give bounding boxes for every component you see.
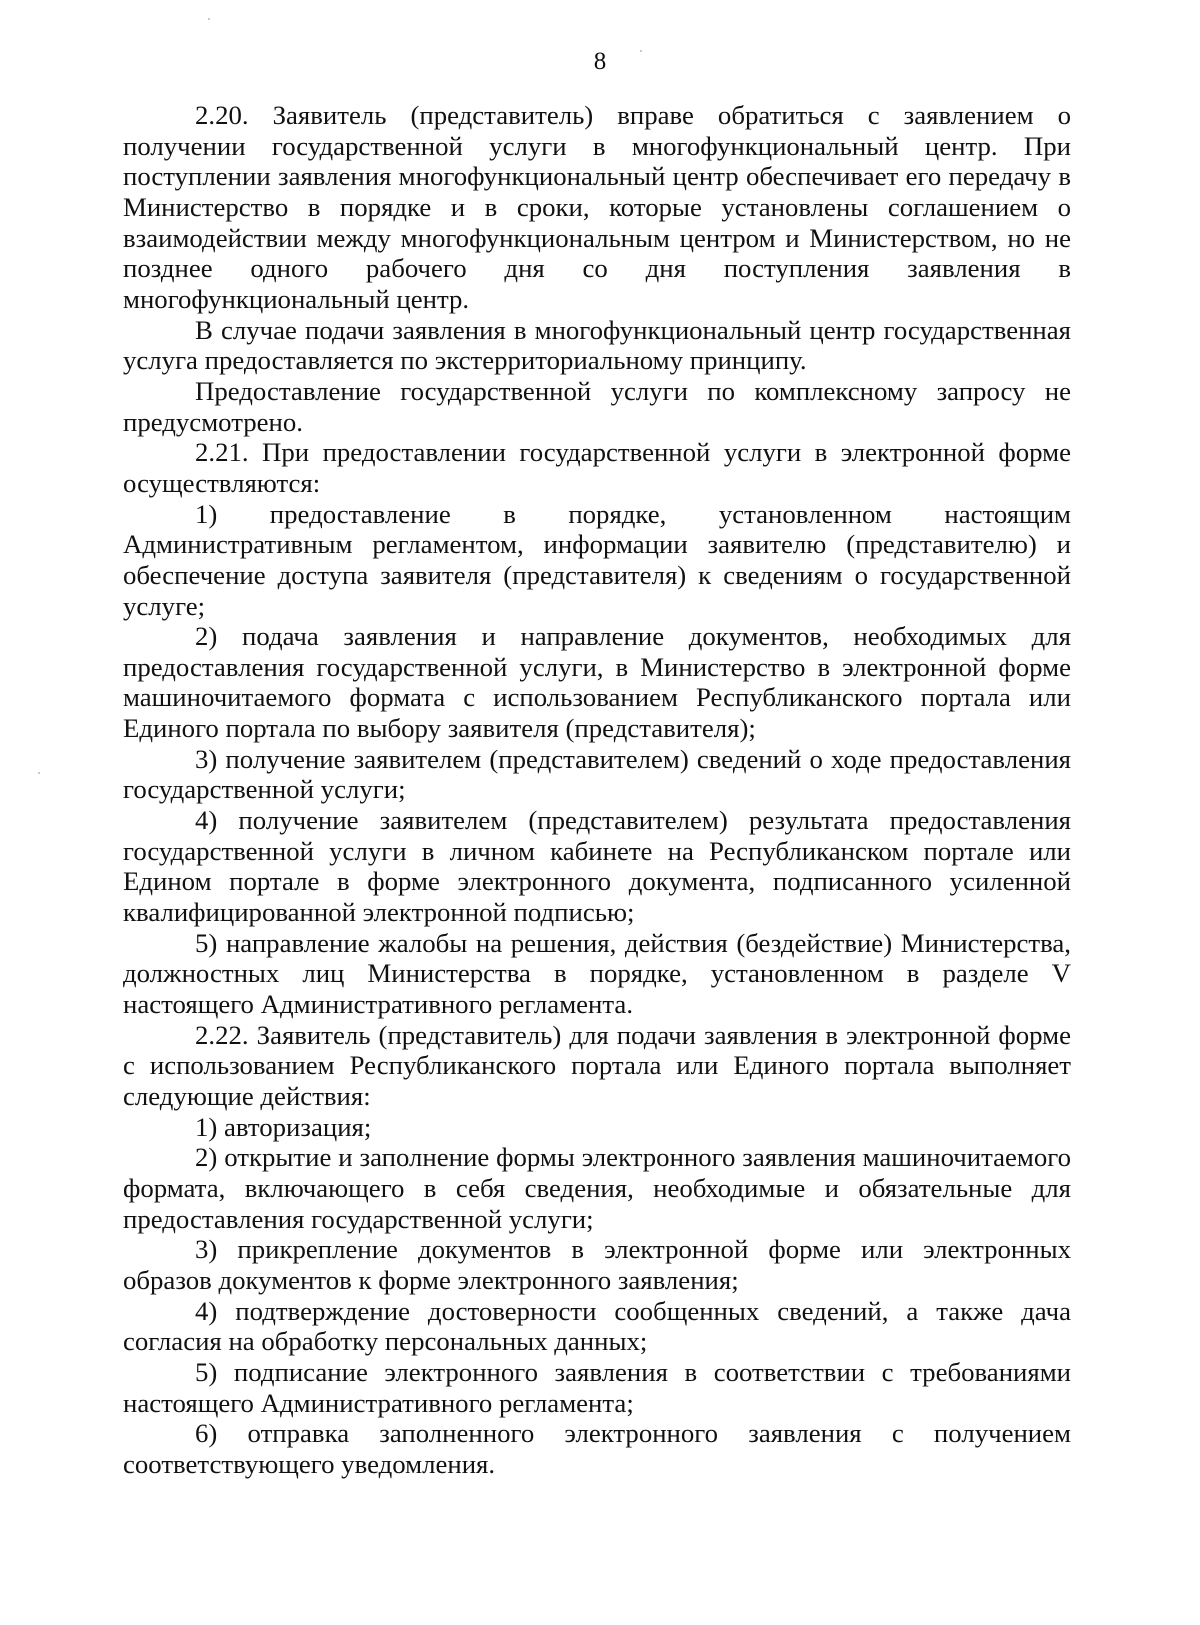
list-item-2-22-1: 1) авторизация; [195, 1111, 372, 1142]
list-item-2-22-3: 3) прикрепление документов в электронной форме или электронных образов документов к форме электронного заявления; [123, 1234, 1071, 1295]
document-body [123, 100, 1071, 1480]
paragraph-2-21: 2.21. При предоставлении государственной услуги в электронной форме осуществляются: [123, 437, 1071, 498]
list-item-2-21-1: 1) предоставление в порядке, установленном настоящим Административным регламентом, информации заявителю (представителю) и обеспечение доступа заявителя (представителя) к сведениям о государственной услуге; [123, 498, 1071, 621]
list-item-2-22-4: 4) подтверждение достоверности сообщенных сведений, а также дача согласия на обработку персональных данных; [123, 1295, 1071, 1357]
list-item-2-22-5: 5) подписание электронного заявления в соответствии с требованиями настоящего Административного регламента; [123, 1356, 1071, 1418]
paragraph-2-20: 2.20. Заявитель (представитель) вправе обратиться с заявлением о получении государственной услуги в многофункциональный центр. При поступлении заявления многофункциональный центр обеспечивает его передачу в Министерство в порядке и в сроки, которые установлены соглашением о взаимодействии между многофункциональным центром и Министерством, но не позднее одного рабочего дня со дня поступления заявления в многофункциональный центр. [123, 100, 1071, 314]
paragraph-complex-request: Предоставление государственной услуги по комплексному запросу не предусмотрено. [123, 375, 1071, 437]
scan-speck [640, 50, 642, 52]
scan-speck [38, 772, 40, 774]
list-item-2-21-2: 2) подача заявления и направление документов, необходимых для предоставления государственной услуги, в Министерство в электронной форме машиночитаемого формата с использованием Республиканского портала или Единого портала по выбору заявителя (представителя); [123, 621, 1071, 744]
list-item-2-21-4: 4) получение заявителем (представителем) результата предоставления государственной услуги в личном кабинете на Республиканском портале или Едином портале в форме электронного документа, подписанного усиленной квалифицированной электронной подписью; [123, 805, 1071, 928]
page-number: 8 [593, 48, 607, 75]
paragraph-mfc-extraterritorial: В случае подачи заявления в многофункциональный центр государственная услуга предоставляется по экстерриториальному принципу. [123, 314, 1071, 376]
list-item-2-22-2: 2) открытие и заполнение формы электронного заявления машиночитаемого формата, включающего в себя сведения, необходимые и обязательные для предоставления государственной услуги; [123, 1142, 1071, 1234]
paragraph-2-22: 2.22. Заявитель (представитель) для подачи заявления в электронной форме с использованием Республиканского портала или Единого портала выполняет следующие действия: [123, 1019, 1071, 1111]
list-item-2-21-3: 3) получение заявителем (представителем) сведений о ходе предоставления государственной услуги; [123, 743, 1071, 805]
list-item-2-22-6: 6) отправка заполненного электронного заявления с получением соответствующего уведомления. [123, 1418, 1071, 1479]
scan-speck [208, 18, 210, 20]
list-item-2-21-5: 5) направление жалобы на решения, действия (бездействие) Министерства, должностных лиц Министерства в порядке, установленном в разделе V настоящего Административного регламента. [123, 927, 1071, 1020]
